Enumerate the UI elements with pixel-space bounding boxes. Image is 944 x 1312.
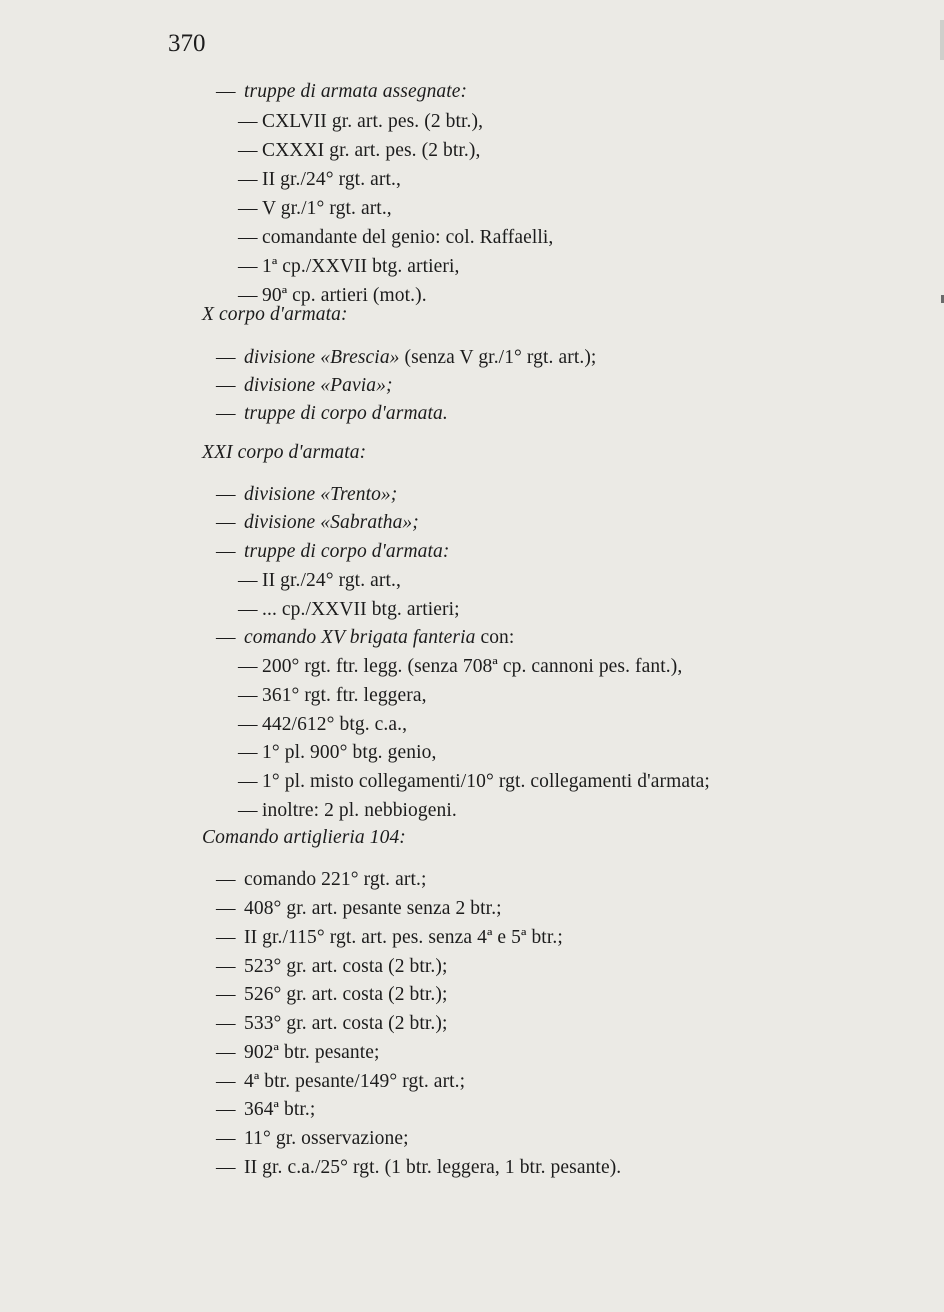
dash-bullet: — [238,227,258,248]
line-text: truppe di corpo d'armata: [244,541,450,562]
line-text-tail: con: [475,627,515,648]
dash-bullet: — [238,771,258,792]
dash-bullet: — [238,570,258,591]
line-text: 361° rgt. ftr. leggera, [262,685,427,706]
dash-bullet: — [216,984,236,1005]
dash-bullet: — [238,169,258,190]
list-item [216,374,393,398]
list-item [216,983,448,1007]
line-text: truppe di corpo d'armata. [244,403,448,424]
line-text: divisione «Brescia» [244,347,400,368]
scan-edge-shadow [940,20,944,60]
dash-bullet: — [216,541,236,562]
line-text: II gr. c.a./25° rgt. (1 btr. leggera, 1 btr. pesante). [244,1157,622,1178]
line-text: V gr./1° rgt. art., [262,198,392,219]
dash-bullet: — [238,742,258,763]
list-item [216,540,449,564]
dash-bullet: — [238,140,258,161]
line-text: comando 221° rgt. art.; [244,869,427,890]
dash-bullet: — [238,656,258,677]
line-text: comandante del genio: col. Raffaelli, [262,227,554,248]
line-text: 442/612° btg. c.a., [262,714,408,735]
list-item [238,684,427,708]
line-text: truppe di armata assegnate: [244,81,468,102]
dash-bullet: — [216,898,236,919]
list-item [216,1070,465,1094]
list-item [238,655,682,679]
dash-bullet: — [216,375,236,396]
list-item [238,598,460,622]
list-item [216,346,596,370]
line-text: 364ª btr.; [244,1099,316,1120]
dash-bullet: — [216,1157,236,1178]
dash-bullet: — [216,484,236,505]
line-text: 533° gr. art. costa (2 btr.); [244,1013,448,1034]
list-item [216,897,502,921]
line-text-tail: (senza V gr./1° rgt. art.); [399,347,597,368]
dash-bullet: — [216,1013,236,1034]
dash-bullet: — [238,800,258,821]
dash-bullet: — [216,512,236,533]
page-number: 370 [168,30,206,57]
dash-bullet: — [216,956,236,977]
line-text: divisione «Pavia»; [244,375,393,396]
line-text: CXLVII gr. art. pes. (2 btr.), [262,111,484,132]
list-item [216,1098,315,1122]
line-text: comando XV brigata fanteria [244,627,476,648]
section-heading [202,303,348,327]
list-item [238,569,401,593]
dash-bullet: — [216,403,236,424]
line-text: divisione «Sabratha»; [244,512,419,533]
dash-bullet: — [216,347,236,368]
list-item [238,197,392,221]
list-item [216,1041,380,1065]
line-text: 526° gr. art. costa (2 btr.); [244,984,448,1005]
list-item [216,511,419,535]
list-item [238,139,480,163]
list-item [238,255,460,279]
dash-bullet: — [238,599,258,620]
dash-bullet: — [238,111,258,132]
dash-bullet: — [238,285,258,306]
line-text: II gr./24° rgt. art., [262,169,401,190]
line-text: inoltre: 2 pl. nebbiogeni. [262,800,457,821]
dash-bullet: — [216,927,236,948]
list-item [216,626,514,650]
list-item [238,110,483,134]
dash-bullet: — [216,869,236,890]
line-text: II gr./24° rgt. art., [262,570,401,591]
line-text: II gr./115° rgt. art. pes. senza 4ª e 5ª btr.; [244,927,563,948]
list-item [238,741,436,765]
list-item [216,955,448,979]
line-text: 90ª cp. artieri (mot.). [262,285,427,306]
line-text: 902ª btr. pesante; [244,1042,380,1063]
line-text: XXI corpo d'armata: [202,442,367,463]
line-text: divisione «Trento»; [244,484,398,505]
line-text: 523° gr. art. costa (2 btr.); [244,956,448,977]
list-item [216,868,427,892]
list-item [216,483,397,507]
section-heading [202,826,406,850]
dash-bullet: — [238,685,258,706]
dash-bullet: — [216,1128,236,1149]
line-text: Comando artiglieria 104: [202,827,406,848]
dash-bullet: — [216,81,236,102]
list-item [216,80,467,104]
line-text: 1ª cp./XXVII btg. artieri, [262,256,460,277]
dash-bullet: — [216,1071,236,1092]
line-text: ... cp./XXVII btg. artieri; [262,599,460,620]
list-item [216,1127,409,1151]
list-item [216,1012,448,1036]
list-item [238,226,553,250]
line-text: X corpo d'armata: [202,304,348,325]
list-item [238,168,401,192]
line-text: 4ª btr. pesante/149° rgt. art.; [244,1071,466,1092]
list-item [216,1156,621,1180]
list-item [216,926,563,950]
list-item [238,770,710,794]
line-text: 1° pl. misto collegamenti/10° rgt. collegamenti d'armata; [262,771,710,792]
line-text: 200° rgt. ftr. legg. (senza 708ª cp. cannoni pes. fant.), [262,656,683,677]
dash-bullet: — [216,1042,236,1063]
list-item [238,799,457,823]
list-item [216,402,448,426]
list-item [238,713,407,737]
dash-bullet: — [216,1099,236,1120]
line-text: 11° gr. osservazione; [244,1128,409,1149]
dash-bullet: — [216,627,236,648]
line-text: 408° gr. art. pesante senza 2 btr.; [244,898,502,919]
dash-bullet: — [238,256,258,277]
dash-bullet: — [238,198,258,219]
dash-bullet: — [238,714,258,735]
line-text: CXXXI gr. art. pes. (2 btr.), [262,140,481,161]
section-heading [202,441,366,465]
line-text: 1° pl. 900° btg. genio, [262,742,437,763]
